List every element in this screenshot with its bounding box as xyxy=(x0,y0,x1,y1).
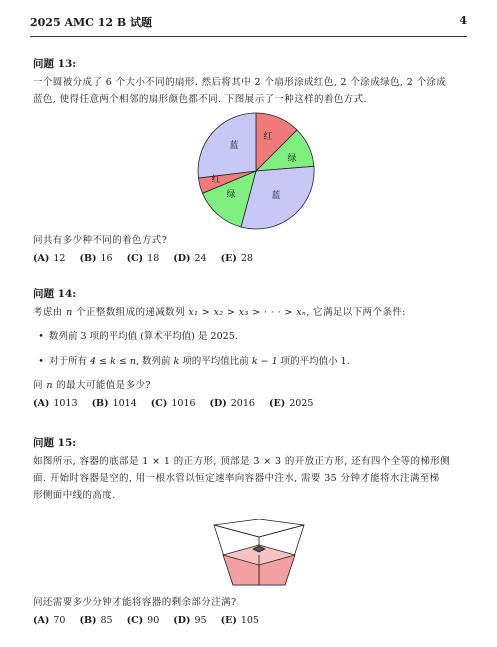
problem-15-text-line: 面. 开始时容器是空的, 用一根水管以恒定速率向容器中注水, 需要 35 分钟才能将水注满至梯 xyxy=(33,473,440,484)
problem-15-question-block xyxy=(33,594,475,626)
choice-a[interactable]: (A) 12 xyxy=(33,253,66,264)
problem-15-heading: 问题 15: xyxy=(33,437,77,449)
problem-15-choices xyxy=(33,615,475,626)
choice-b[interactable]: (B) 85 xyxy=(79,615,113,626)
problem-13-question: 问共有多少种不同的着色方式? xyxy=(33,235,168,246)
label-red-top: 红 xyxy=(263,132,273,142)
choice-d[interactable]: (D) 95 xyxy=(173,615,207,626)
header-rule xyxy=(30,36,467,37)
problem-13-text-line: 一个圆被分成了 6 个大小不同的扇形. 然后将其中 2 个扇形涂成红色, 2 个涂成绿色, 2 个涂成 xyxy=(33,77,447,88)
problem-13-choices xyxy=(33,253,475,264)
problem-14-heading: 问题 14: xyxy=(33,288,77,300)
problem-13-text-line: 蓝色, 使得任意两个相邻的扇形颜色都不同. 下图展示了一种这样的着色方式. xyxy=(33,94,367,105)
problem-13-text xyxy=(33,74,475,108)
pie-figure xyxy=(196,111,316,231)
problem-15-text-line: 形侧面中线的高度. xyxy=(33,490,116,501)
page-number: 4 xyxy=(459,14,467,27)
problem-15-question: 问还需要多少分钟才能将容器的剩余部分注满? xyxy=(33,597,237,608)
choice-c[interactable]: (C) 18 xyxy=(126,253,160,264)
problem-14-bullet: • 对于所有 4 ≤ k ≤ n, 数列前 k 项的平均值比前 k − 1 项的平均值小 1. xyxy=(38,356,350,367)
page-header xyxy=(30,14,467,30)
label-red-left: 红 xyxy=(211,175,221,185)
choice-b[interactable]: (B) 16 xyxy=(79,253,113,264)
choice-e[interactable]: (E) 2025 xyxy=(268,398,314,409)
choice-b[interactable]: (B) 1014 xyxy=(91,398,137,409)
problem-15-text-line: 如图所示, 容器的底部是 1 × 1 的正方形, 顶部是 3 × 3 的开放正方形, 还有四个全等的梯形侧 xyxy=(33,456,451,467)
problem-14-question: 问 n 的最大可能值是多少? xyxy=(33,380,151,391)
choice-e[interactable]: (E) 28 xyxy=(220,253,253,264)
problem-13-question-block xyxy=(33,232,475,264)
problem-15 xyxy=(33,435,475,504)
choice-c[interactable]: (C) 90 xyxy=(126,615,160,626)
label-green-right: 绿 xyxy=(287,154,297,164)
label-blue-top: 蓝 xyxy=(229,141,239,151)
problem-14 xyxy=(33,286,475,409)
choice-e[interactable]: (E) 105 xyxy=(220,615,259,626)
problem-13 xyxy=(33,56,475,108)
exam-title: 2025 AMC 12 B 试题 xyxy=(30,16,153,29)
choice-d[interactable]: (D) 24 xyxy=(173,253,207,264)
problem-14-choices xyxy=(33,398,475,409)
label-green-left: 绿 xyxy=(226,190,236,200)
container-figure xyxy=(210,519,308,591)
problem-14-bullet: • 数列前 3 项的平均值 (算术平均值) 是 2025. xyxy=(38,331,238,342)
choice-a[interactable]: (A) 1013 xyxy=(33,398,78,409)
choice-d[interactable]: (D) 2016 xyxy=(209,398,255,409)
problem-14-text: 考虑由 n 个正整数组成的递减数列 x₁ > x₂ > x₃ > · · · > xₙ, 它满足以下两个条件: xyxy=(33,307,406,318)
label-blue-bottom: 蓝 xyxy=(271,191,281,201)
choice-c[interactable]: (C) 1016 xyxy=(150,398,196,409)
problem-15-text xyxy=(33,453,475,504)
sector-blue-top xyxy=(198,113,256,178)
choice-a[interactable]: (A) 70 xyxy=(33,615,66,626)
problem-13-heading: 问题 13: xyxy=(33,58,77,70)
